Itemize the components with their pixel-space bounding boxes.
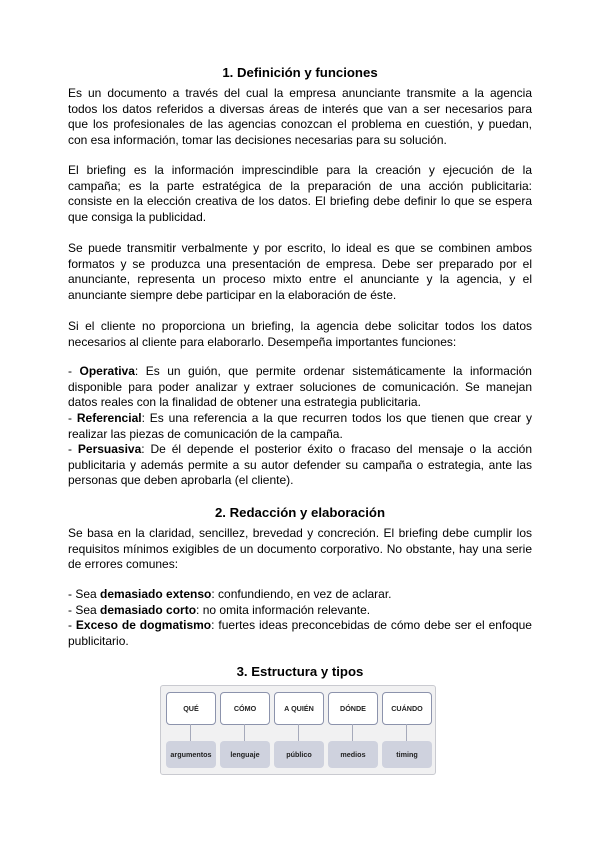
term-exceso-dogmatismo: Exceso de dogmatismo — [75, 618, 212, 633]
bullet-dash: - Sea — [68, 602, 101, 617]
section-2-heading: 2. Redacción y elaboración — [214, 505, 386, 520]
diagram-column-como — [220, 686, 270, 774]
paragraph-5 — [68, 526, 532, 573]
text-line: datos reales con la finalidad de obtener una estrategia publicitaria. — [68, 395, 421, 410]
text-line: que consiga la publicidad. — [68, 209, 207, 224]
text-line: que los profesionales de las agencias conozcan el problema en cuestión, y puedan, — [68, 117, 532, 132]
text-line: de errores comunes: — [68, 557, 179, 572]
text-line: anunciante, representa un proceso mixto entre el anunciante y la agencia, y el — [68, 272, 532, 287]
connector-line — [406, 724, 407, 741]
error-text: : no omita información relevante. — [196, 602, 371, 617]
text-line: Se puede transmitir verbalmente y por escrito, lo ideal es que se combinen ambos — [68, 241, 532, 255]
text-line: publicitaria y además permite a su autor defender su campaña o estrategia, ante las — [68, 457, 532, 472]
bullet-dash: - — [68, 411, 77, 425]
bullet-dash: - — [68, 364, 80, 378]
text-line: campaña; es la parte estratégica de la preparación de una acción publicitaria: — [68, 178, 532, 193]
term-operativa: Operativa — [79, 364, 135, 378]
definition-text: : Es una referencia a la que recurren todos los que tienen que crear y — [141, 411, 532, 425]
diagram-bottom-box: lenguaje — [220, 741, 270, 768]
paragraph-4 — [68, 319, 532, 350]
error-item-corto — [68, 603, 532, 619]
section-1-heading: 1. Definición y funciones — [222, 65, 378, 80]
diagram-column-cuando — [382, 686, 432, 774]
text-line: Se basa en la claridad, sencillez, brevedad y concreción. El briefing debe cumplir los — [68, 526, 532, 540]
bullet-dash: - Sea — [68, 587, 101, 601]
diagram-top-box: CUÁNDO — [382, 692, 432, 725]
text-line: disponible para poder analizar y extraer soluciones de comunicación. Se manejan — [68, 379, 532, 394]
text-line: consiste en la elección creativa de los datos. El briefing debe definir lo que se espera — [68, 194, 532, 209]
connector-line — [244, 724, 245, 741]
text-line: requisitos mínimos exigibles de un documento corporativo. No obstante, hay una serie — [68, 541, 532, 556]
bullet-dash: - — [68, 618, 76, 633]
error-item-extenso — [68, 587, 532, 603]
connector-line — [190, 724, 191, 741]
error-text: : confundiendo, en vez de aclarar. — [211, 587, 392, 601]
structure-diagram — [160, 685, 436, 775]
definition-text: : De él depende el posterior éxito o fracaso del mensaje o la acción — [141, 442, 532, 456]
section-3-heading: 3. Estructura y tipos — [236, 664, 364, 679]
diagram-bottom-box: timing — [382, 741, 432, 768]
text-line: personas que deben aprobarla (el cliente). — [68, 473, 294, 488]
definition-text: : Es un guión, que permite ordenar sistemáticamente la información — [134, 364, 532, 378]
term-demasiado-corto: demasiado corto — [100, 602, 197, 617]
term-demasiado-extenso: demasiado extenso — [100, 587, 212, 601]
diagram-top-box: CÓMO — [220, 692, 270, 725]
text-line: El briefing es la información imprescindible para la creación y ejecución de la — [68, 163, 532, 177]
error-text: : fuertes ideas preconcebidas de cómo debe ser el enfoque — [211, 618, 532, 633]
text-line: todos los datos referidos a diversas áreas de interés que van a ser necesarios para — [68, 101, 532, 116]
function-referencial — [68, 411, 532, 442]
error-item-dogmatismo — [68, 618, 532, 634]
diagram-column-que — [166, 686, 216, 774]
connector-line — [352, 724, 353, 741]
term-persuasiva: Persuasiva — [77, 442, 142, 456]
diagram-bottom-box: medios — [328, 741, 378, 768]
text-line: necesarios al cliente para elaborarlo. Desempeña importantes funciones: — [68, 334, 457, 349]
text-line: con esa información, tomar las decisiones necesarias para su solución. — [68, 132, 447, 147]
diagram-bottom-box: público — [274, 741, 324, 768]
diagram-top-box: DÓNDE — [328, 692, 378, 725]
paragraph-1 — [68, 86, 532, 148]
term-referencial: Referencial — [76, 411, 142, 425]
diagram-bottom-box: argumentos — [166, 741, 216, 768]
diagram-column-donde — [328, 686, 378, 774]
paragraph-3 — [68, 241, 532, 303]
function-persuasiva — [68, 442, 532, 489]
bullet-dash: - — [68, 442, 78, 456]
text-line: anunciante siempre debe participar en la elaboración de éste. — [68, 287, 397, 302]
text-line: realizar las piezas de comunicación de la campaña. — [68, 426, 343, 441]
error-list — [68, 587, 532, 649]
paragraph-2 — [68, 163, 532, 225]
diagram-column-a-quien — [274, 686, 324, 774]
text-line: publicitario. — [68, 633, 129, 648]
diagram-top-box: A QUIÉN — [274, 692, 324, 725]
text-line: formatos y se produzca una presentación de empresa. Debe ser preparado por el — [68, 256, 532, 271]
connector-line — [298, 724, 299, 741]
diagram-top-box: QUÉ — [166, 692, 216, 725]
text-line: Si el cliente no proporciona un briefing, la agencia debe solicitar todos los datos — [68, 319, 532, 333]
text-line: Es un documento a través del cual la empresa anunciante transmite a la agencia — [68, 86, 532, 100]
function-operativa — [68, 364, 532, 411]
